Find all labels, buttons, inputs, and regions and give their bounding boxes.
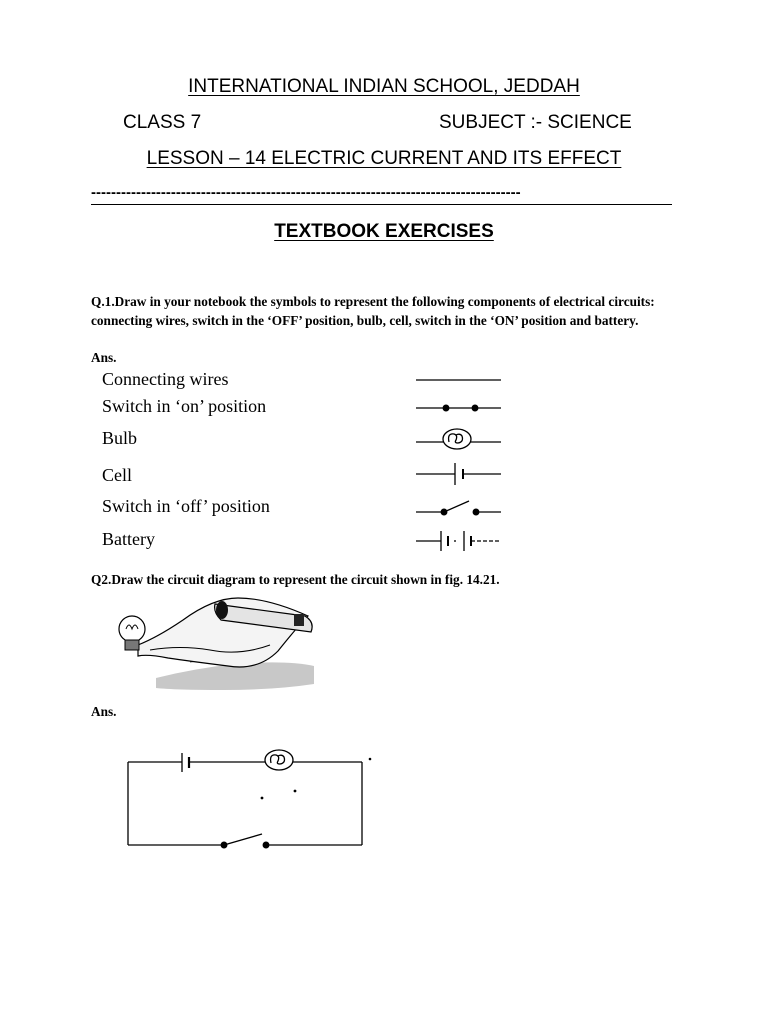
subject-label: SUBJECT :- SCIENCE (439, 112, 632, 133)
component-label-bulb: Bulb (102, 428, 138, 448)
component-label-wires: Connecting wires (102, 369, 229, 389)
answer-2-label: Ans. (91, 704, 117, 719)
bulb-symbol (416, 429, 501, 449)
component-label-battery: Battery (102, 529, 155, 549)
switch-on-symbol (416, 405, 501, 411)
question-1: Q.1.Draw in your notebook the symbols to represent the following components of electrical circuits: connecting wires, switch in the ‘OFF’ position, bulb, cell, switch in the ‘ON’ position and battery. (91, 294, 655, 328)
class-label: CLASS 7 (123, 112, 202, 133)
component-label-switch-off: Switch in ‘off’ position (102, 496, 270, 516)
circuit-switch-lever (224, 834, 262, 845)
circuit-diagram (128, 750, 371, 848)
lesson-title: LESSON – 14 ELECTRIC CURRENT AND ITS EFFECT (146, 148, 622, 169)
answer-1-label: Ans. (91, 350, 117, 365)
figure-14-21 (93, 592, 333, 694)
separator-line: -------------------------------------------------------------------------------------- (91, 184, 521, 201)
battery-symbol (416, 531, 501, 551)
component-label-cell: Cell (102, 465, 132, 485)
section-title: TEXTBOOK EXERCISES (274, 221, 494, 242)
school-name: INTERNATIONAL INDIAN SCHOOL, JEDDAH (188, 76, 580, 97)
cell-symbol (416, 463, 501, 485)
switch-off-symbol (416, 501, 501, 515)
question-2: Q2.Draw the circuit diagram to represent the circuit shown in fig. 14.21. (91, 572, 500, 587)
component-label-switch-on: Switch in ‘on’ position (102, 396, 267, 416)
